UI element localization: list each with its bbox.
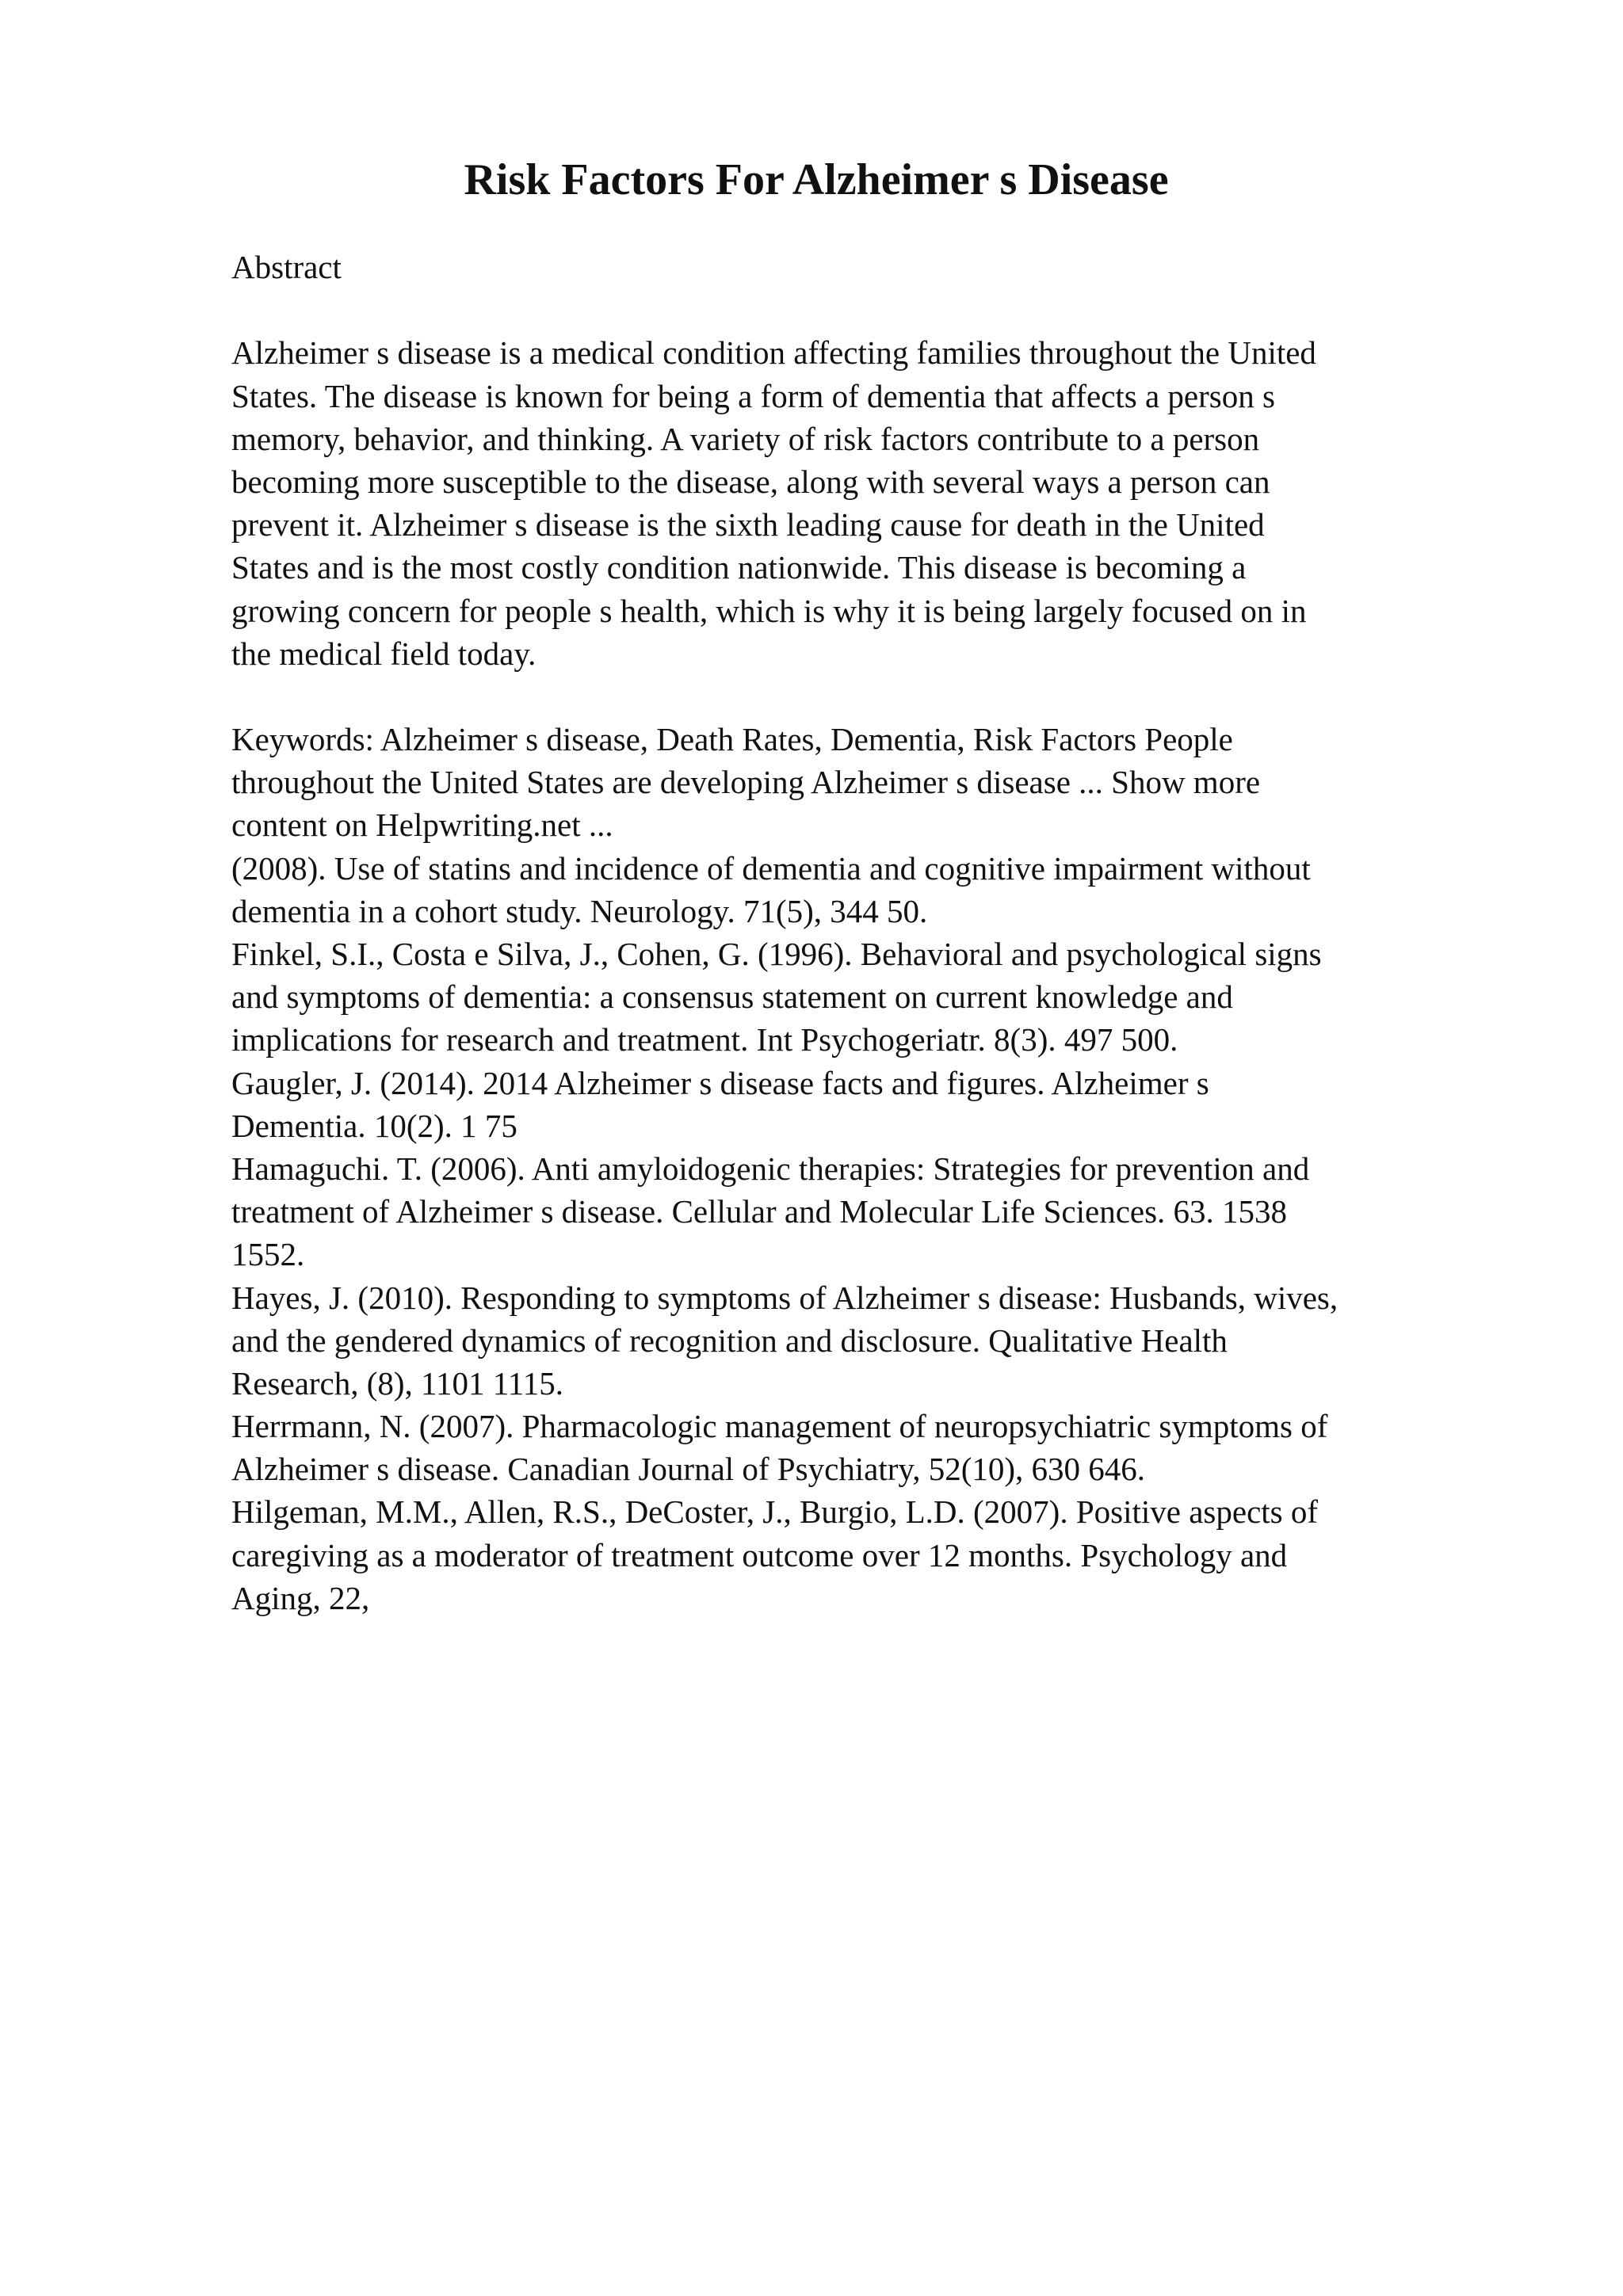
abstract-line: prevent it. Alzheimer s disease is the sixth leading cause for death in the United <box>231 506 1265 543</box>
reference-line: Hamaguchi. T. (2006). Anti amyloidogenic therapies: Strategies for prevention and <box>231 1150 1310 1187</box>
reference-line: Research, (8), 1101 1115. <box>231 1364 563 1402</box>
abstract-line: States and is the most costly condition nationwide. This disease is becoming a <box>231 549 1247 586</box>
reference-line: caregiving as a moderator of treatment outcome over 12 months. Psychology and <box>231 1536 1288 1573</box>
reference-line: Dementia. 10(2). 1 75 <box>231 1107 517 1144</box>
abstract-line: States. The disease is known for being a form of dementia that affects a person s <box>231 377 1275 414</box>
reference-line: Finkel, S.I., Costa e Silva, J., Cohen, G. (1996). Behavioral and psychological signs <box>231 936 1322 972</box>
abstract-line: memory, behavior, and thinking. A variety of risk factors contribute to a person <box>231 420 1260 457</box>
paragraph-spacer <box>231 288 1531 331</box>
body-line: throughout the United States are developing Alzheimer s disease ... Show more <box>231 764 1261 801</box>
reference-line: Aging, 22, <box>231 1579 370 1616</box>
abstract-line: growing concern for people s health, which is why it is being largely focused on in <box>231 592 1307 629</box>
reference-line: and symptoms of dementia: a consensus statement on current knowledge and <box>231 978 1233 1016</box>
abstract-paragraph <box>231 331 1531 675</box>
document-body <box>231 246 1531 1619</box>
reference-line: implications for research and treatment. Int Psychogeriatr. 8(3). 497 500. <box>231 1021 1178 1058</box>
reference-line: Herrmann, N. (2007). Pharmacologic management of neuropsychiatric symptoms of <box>231 1408 1328 1445</box>
body-line: content on Helpwriting.net ... <box>231 807 613 844</box>
reference-line: 1552. <box>231 1236 305 1273</box>
reference-line: Hayes, J. (2010). Responding to symptoms of Alzheimer s disease: Husbands, wives, <box>231 1279 1338 1316</box>
reference-line: Alzheimer s disease. Canadian Journal of Psychiatry, 52(10), 630 646. <box>231 1451 1146 1488</box>
abstract-line: the medical field today. <box>231 635 537 672</box>
reference-line: treatment of Alzheimer s disease. Cellular and Molecular Life Sciences. 63. 1538 <box>231 1193 1288 1230</box>
paragraph-spacer <box>231 675 1531 718</box>
reference-line: (2008). Use of statins and incidence of dementia and cognitive impairment without <box>231 849 1311 887</box>
document-title: Risk Factors For Alzheimer s Disease <box>464 155 1169 204</box>
reference-line: and the gendered dynamics of recognition and disclosure. Qualitative Health <box>231 1322 1228 1359</box>
keywords-and-references <box>231 718 1531 1619</box>
abstract-line: becoming more susceptible to the disease, along with several ways a person can <box>231 463 1270 500</box>
reference-line: Hilgeman, M.M., Allen, R.S., DeCoster, J., Burgio, L.D. (2007). Positive aspects of <box>231 1493 1319 1531</box>
reference-line: dementia in a cohort study. Neurology. 71(5), 344 50. <box>231 892 928 929</box>
reference-line: Gaugler, J. (2014). 2014 Alzheimer s disease facts and figures. Alzheimer s <box>231 1064 1209 1101</box>
body-line: Keywords: Alzheimer s disease, Death Rates, Dementia, Risk Factors People <box>231 721 1233 758</box>
abstract-line: Alzheimer s disease is a medical condition affecting families throughout the United <box>231 334 1316 372</box>
abstract-heading: Abstract <box>231 249 342 285</box>
